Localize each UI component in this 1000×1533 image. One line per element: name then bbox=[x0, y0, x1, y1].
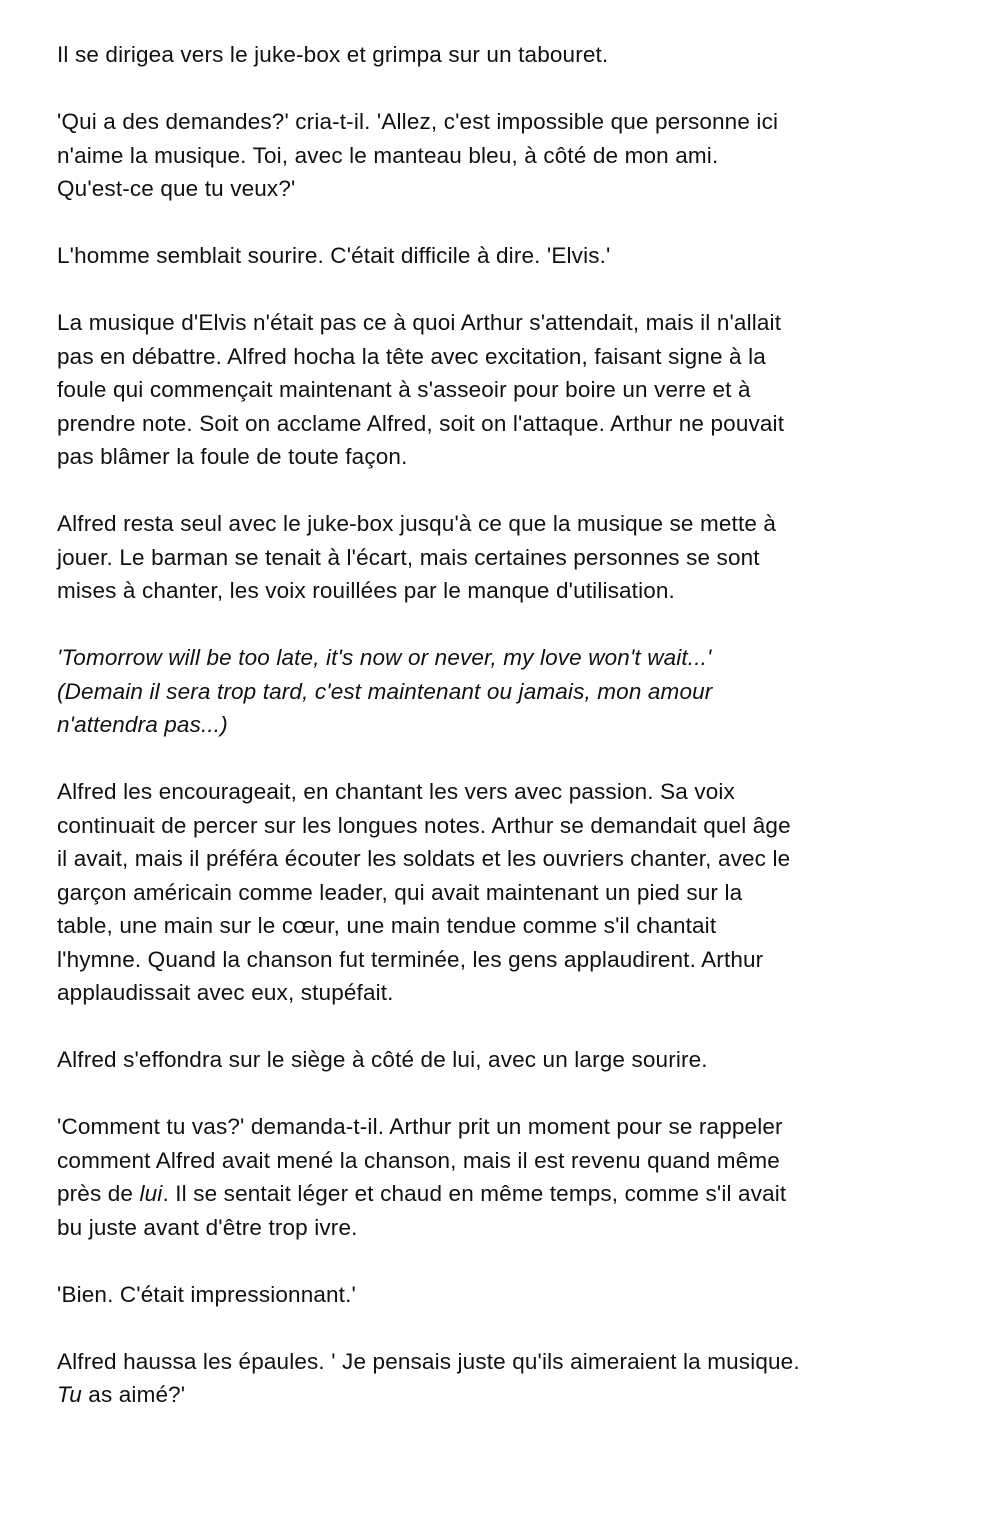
paragraph-9-italic: lui bbox=[139, 1181, 163, 1206]
paragraph-7: Alfred les encourageait, en chantant les vers avec passion. Sa voix continuait de percer sur les longues notes. Arthur se demandait quel âge il avait, mais il préféra écouter les soldats et les ouvriers chanter, avec le garçon américain comme leader, qui avait maintenant un pied sur la table, une main sur le cœur, une main tendue comme s'il chantait l'hymne. Quand la chanson fut terminée, les gens applaudirent. Arthur applaudissait avec eux, stupéfait. bbox=[57, 779, 791, 1005]
document-page bbox=[57, 38, 957, 1445]
paragraph-3: L'homme semblait sourire. C'était difficile à dire. 'Elvis.' bbox=[57, 243, 611, 268]
paragraph-11-italic: Tu bbox=[57, 1382, 82, 1407]
paragraph-2: 'Qui a des demandes?' cria-t-il. 'Allez, c'est impossible que personne ici n'aime la musique. Toi, avec le manteau bleu, à côté de mon ami. Qu'est-ce que tu veux?' bbox=[57, 109, 779, 201]
paragraph-11-part2: as aimé?' bbox=[81, 1382, 186, 1407]
paragraph-9 bbox=[57, 1110, 957, 1244]
paragraph-9-part2: . Il se sentait léger et chaud en même temps, comme s'il avait bu juste avant d'être trop ivre. bbox=[57, 1181, 787, 1240]
paragraph-1: Il se dirigea vers le juke-box et grimpa sur un tabouret. bbox=[57, 42, 609, 67]
paragraph-8: Alfred s'effondra sur le siège à côté de lui, avec un large sourire. bbox=[57, 1047, 708, 1072]
paragraph-11-part1: Alfred haussa les épaules. ' Je pensais juste qu'ils aimeraient la musique. bbox=[57, 1348, 800, 1374]
paragraph-5: Alfred resta seul avec le juke-box jusqu'à ce que la musique se mette à jouer. Le barman se tenait à l'écart, mais certaines personnes se sont mises à chanter, les voix rouillées par le manque d'utilisation. bbox=[57, 511, 777, 603]
paragraph-10: 'Bien. C'était impressionnant.' bbox=[57, 1281, 356, 1307]
paragraph-4: La musique d'Elvis n'était pas ce à quoi Arthur s'attendait, mais il n'allait pas en débattre. Alfred hocha la tête avec excitation, faisant signe à la foule qui commençait maintenant à s'asseoir pour boire un verre et à prendre note. Soit on acclame Alfred, soit on l'attaque. Arthur ne pouvait pas blâmer la foule de toute façon. bbox=[57, 310, 785, 469]
paragraph-9-part1: 'Comment tu vas?' demanda-t-il. Arthur prit un moment pour se rappeler comment Alfred avait mené la chanson, mais il est revenu quand même près de bbox=[57, 1114, 783, 1206]
paragraph-11 bbox=[57, 1345, 957, 1412]
song-lyrics-quote: 'Tomorrow will be too late, it's now or never, my love won't wait...' (Demain il sera trop tard, c'est maintenant ou jamais, mon amour n'attendra pas...) bbox=[57, 645, 713, 737]
